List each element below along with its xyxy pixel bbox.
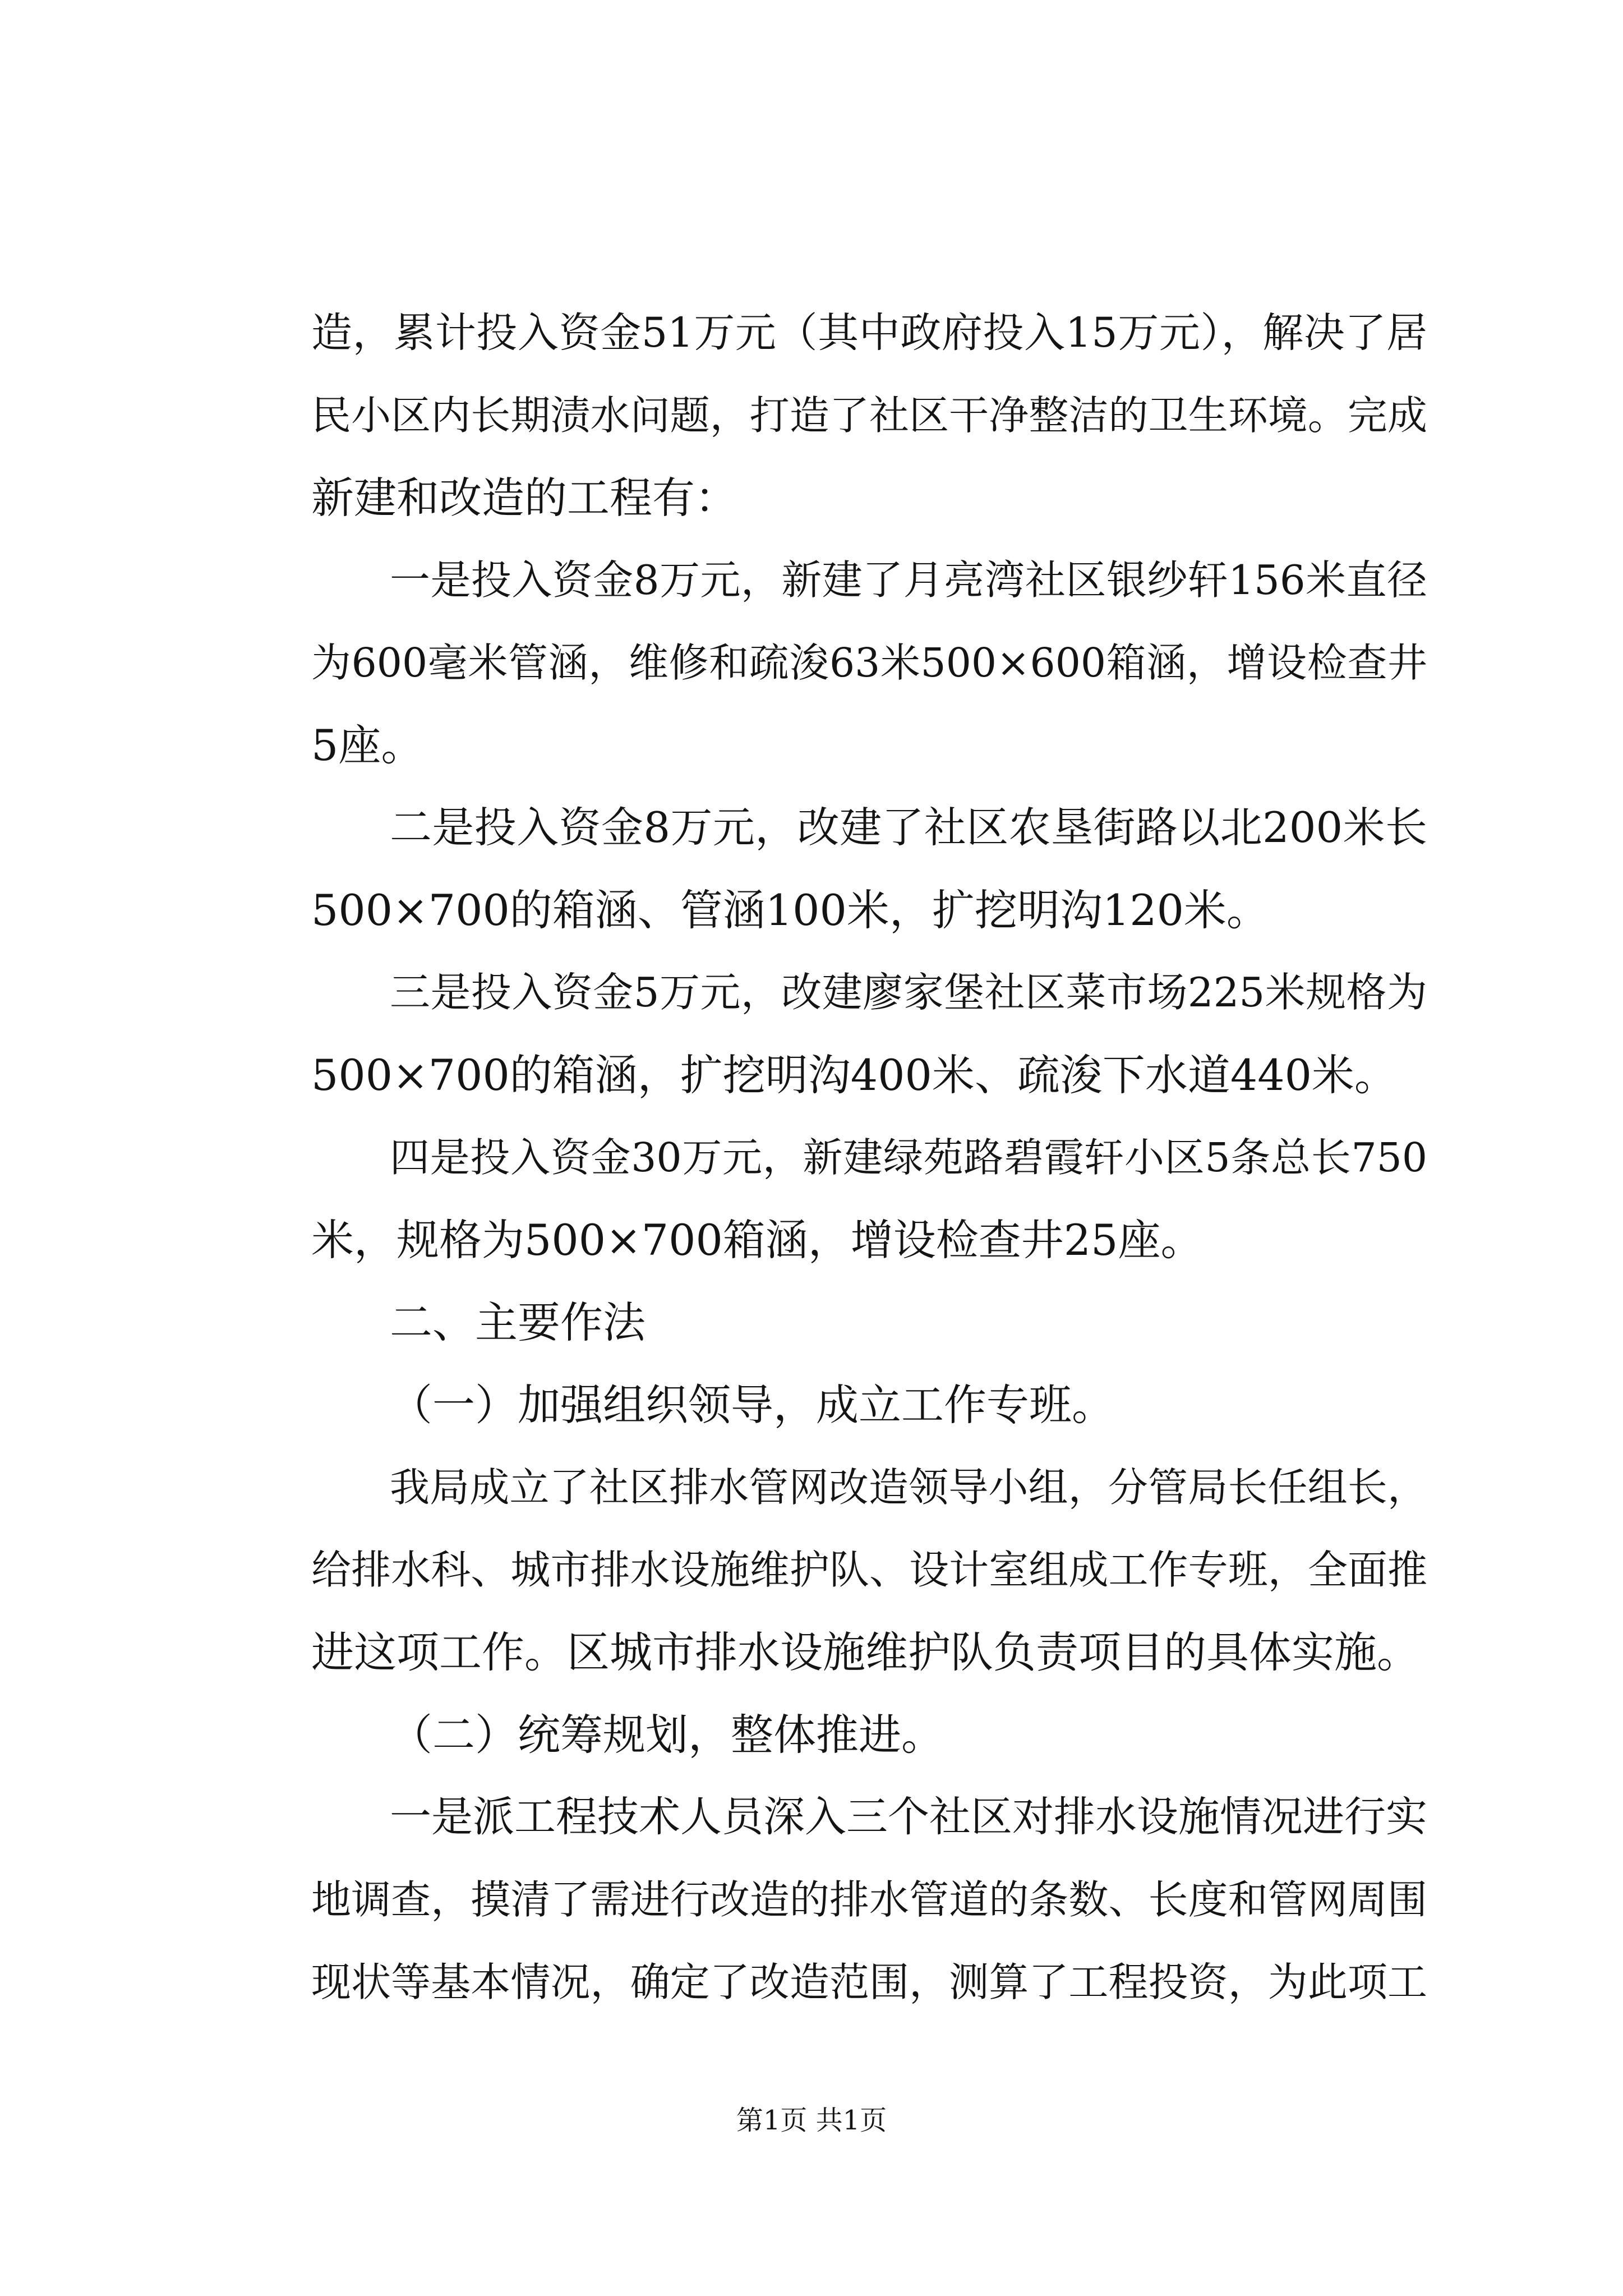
text-line: 为600毫米管涵，维修和疏浚63米500×600箱涵，增设检查井 — [311, 639, 1427, 686]
text-line: （一）加强组织领导，成立工作专班。 — [390, 1380, 1114, 1430]
text-line: 现状等基本情况，确定了改造范围，测算了工程投资，为此项工 — [311, 1959, 1427, 2005]
page-footer: 第1页 共1页 — [736, 2105, 887, 2136]
text-line: 500×700的箱涵，扩挖明沟400米、疏浚下水道440米。 — [311, 1050, 1397, 1100]
text-line: 新建和改造的工程有： — [311, 473, 737, 523]
text-line: 民小区内长期渍水问题，打造了社区干净整洁的卫生环境。完成 — [311, 392, 1427, 439]
text-line: 给排水科、城市排水设施维护队、设计室组成工作专班，全面推 — [311, 1547, 1427, 1593]
text-line: 5座。 — [311, 720, 424, 770]
text-line: 四是投入资金30万元，新建绿苑路碧霞轩小区5条总长750 — [390, 1134, 1427, 1181]
text-line: 造，累计投入资金51万元（其中政府投入15万元），解决了居 — [311, 309, 1427, 357]
text-line: 二、主要作法 — [390, 1297, 645, 1347]
text-line: 地调查，摸清了需进行改造的排水管道的条数、长度和管网周围 — [311, 1876, 1427, 1923]
text-line: 一是派工程技术人员深入三个社区对排水设施情况进行实 — [390, 1793, 1427, 1841]
text-line: 米，规格为500×700箱涵，增设检查井25座。 — [311, 1215, 1204, 1265]
body-text — [311, 292, 1427, 2023]
text-line: （二）统筹规划，整体推进。 — [390, 1710, 944, 1760]
text-line: 三是投入资金5万元，改建廖家堡社区菜市场225米规格为 — [390, 969, 1427, 1016]
text-line: 进这项工作。区城市排水设施维护队负责项目的具体实施。 — [311, 1627, 1419, 1677]
text-line: 500×700的箱涵、管涵100米，扩挖明沟120米。 — [311, 885, 1269, 935]
text-line: 我局成立了社区排水管网改造领导小组，分管局长任组长， — [390, 1464, 1427, 1511]
text-line: 一是投入资金8万元，新建了月亮湾社区银纱轩156米直径 — [390, 556, 1427, 604]
text-line: 二是投入资金8万元，改建了社区农垦街路以北200米长 — [390, 803, 1427, 852]
